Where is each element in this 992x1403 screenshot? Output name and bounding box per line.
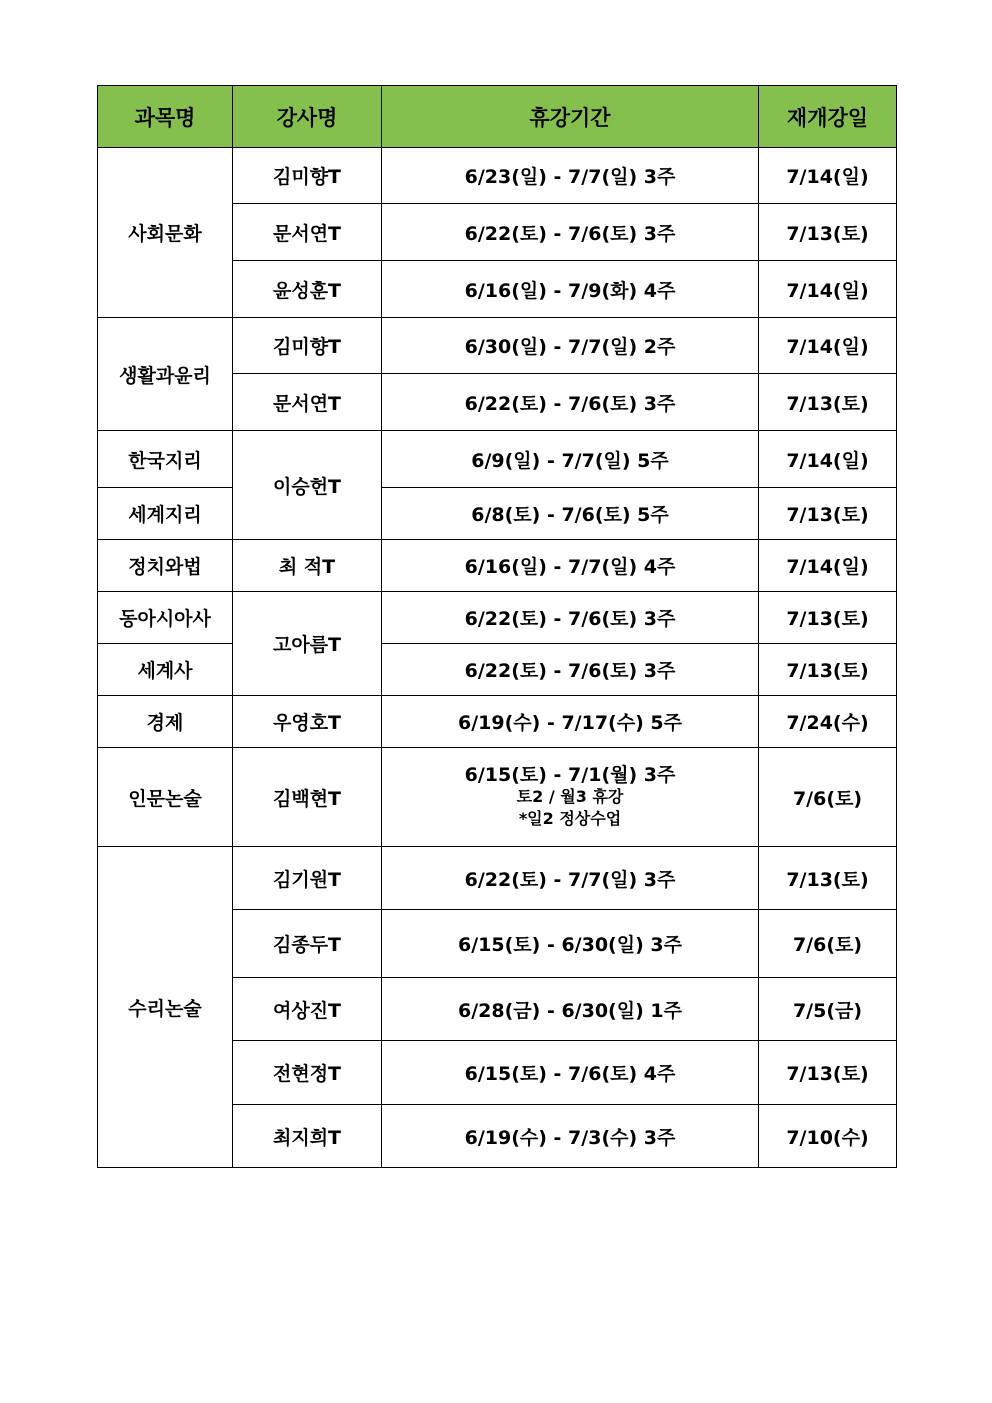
teacher-cell: 김백현T [233,748,382,847]
resume-cell: 7/13(토) [759,204,897,261]
period-cell: 6/8(토) - 7/6(토) 5주 [382,488,759,540]
teacher-cell: 우영호T [233,696,382,748]
table-row [98,540,897,592]
period-cell: 6/16(일) - 7/9(화) 4주 [382,261,759,318]
teacher-cell: 최지희T [233,1105,382,1168]
subject-cell: 생활과윤리 [98,318,233,431]
subject-cell: 세계지리 [98,488,233,540]
schedule-table [97,85,897,1168]
subject-cell: 수리논술 [98,847,233,1168]
resume-cell: 7/14(일) [759,540,897,592]
resume-cell: 7/13(토) [759,374,897,431]
period-note: *일2 정상수업 [518,809,622,828]
resume-cell: 7/10(수) [759,1105,897,1168]
subject-cell: 동아시아사 [98,592,233,644]
subject-cell: 한국지리 [98,431,233,488]
table-row [98,696,897,748]
resume-cell: 7/13(토) [759,488,897,540]
resume-cell: 7/6(토) [759,910,897,978]
header-subject: 과목명 [98,86,233,148]
table-row [98,644,897,696]
table-row [98,318,897,374]
teacher-cell: 고아름T [233,592,382,696]
period-cell: 6/16(일) - 7/7(일) 4주 [382,540,759,592]
teacher-cell: 여상진T [233,978,382,1041]
period-cell: 6/22(토) - 7/6(토) 3주 [382,204,759,261]
teacher-cell: 문서연T [233,204,382,261]
header-teacher: 강사명 [233,86,382,148]
table-row [98,488,897,540]
resume-cell: 7/13(토) [759,847,897,910]
resume-cell: 7/13(토) [759,592,897,644]
subject-cell: 정치와법 [98,540,233,592]
teacher-cell: 김기원T [233,847,382,910]
resume-cell: 7/6(토) [759,748,897,847]
period-cell: 6/9(일) - 7/7(일) 5주 [382,431,759,488]
period-cell: 6/15(토) - 7/6(토) 4주 [382,1041,759,1105]
teacher-cell: 김종두T [233,910,382,978]
resume-cell: 7/13(토) [759,1041,897,1105]
table-row [98,592,897,644]
period-cell [382,748,759,847]
period-cell: 6/22(토) - 7/7(일) 3주 [382,847,759,910]
teacher-cell: 최 적T [233,540,382,592]
subject-cell: 세계사 [98,644,233,696]
period-cell: 6/22(토) - 7/6(토) 3주 [382,644,759,696]
subject-cell: 경제 [98,696,233,748]
resume-cell: 7/14(일) [759,148,897,204]
period-cell: 6/15(토) - 6/30(일) 3주 [382,910,759,978]
table-row [98,431,897,488]
subject-cell: 인문논술 [98,748,233,847]
teacher-cell: 문서연T [233,374,382,431]
period-line: 6/15(토) - 7/1(월) 3주 [464,764,676,786]
resume-cell: 7/13(토) [759,644,897,696]
teacher-cell: 윤성훈T [233,261,382,318]
period-note: 토2 / 월3 휴강 [516,787,624,806]
resume-cell: 7/14(일) [759,261,897,318]
resume-cell: 7/24(수) [759,696,897,748]
header-row [98,86,897,148]
period-cell: 6/28(금) - 6/30(일) 1주 [382,978,759,1041]
period-cell: 6/30(일) - 7/7(일) 2주 [382,318,759,374]
table-row [98,847,897,910]
period-cell: 6/23(일) - 7/7(일) 3주 [382,148,759,204]
period-cell: 6/19(수) - 7/17(수) 5주 [382,696,759,748]
table-row [98,748,897,847]
subject-cell: 사회문화 [98,148,233,318]
resume-cell: 7/5(금) [759,978,897,1041]
resume-cell: 7/14(일) [759,431,897,488]
period-cell: 6/22(토) - 7/6(토) 3주 [382,592,759,644]
period-cell: 6/22(토) - 7/6(토) 3주 [382,374,759,431]
teacher-cell: 김미향T [233,318,382,374]
table-row [98,148,897,204]
teacher-cell: 전현정T [233,1041,382,1105]
period-cell: 6/19(수) - 7/3(수) 3주 [382,1105,759,1168]
teacher-cell: 이승헌T [233,431,382,540]
header-period: 휴강기간 [382,86,759,148]
header-resume: 재개강일 [759,86,897,148]
resume-cell: 7/14(일) [759,318,897,374]
teacher-cell: 김미향T [233,148,382,204]
